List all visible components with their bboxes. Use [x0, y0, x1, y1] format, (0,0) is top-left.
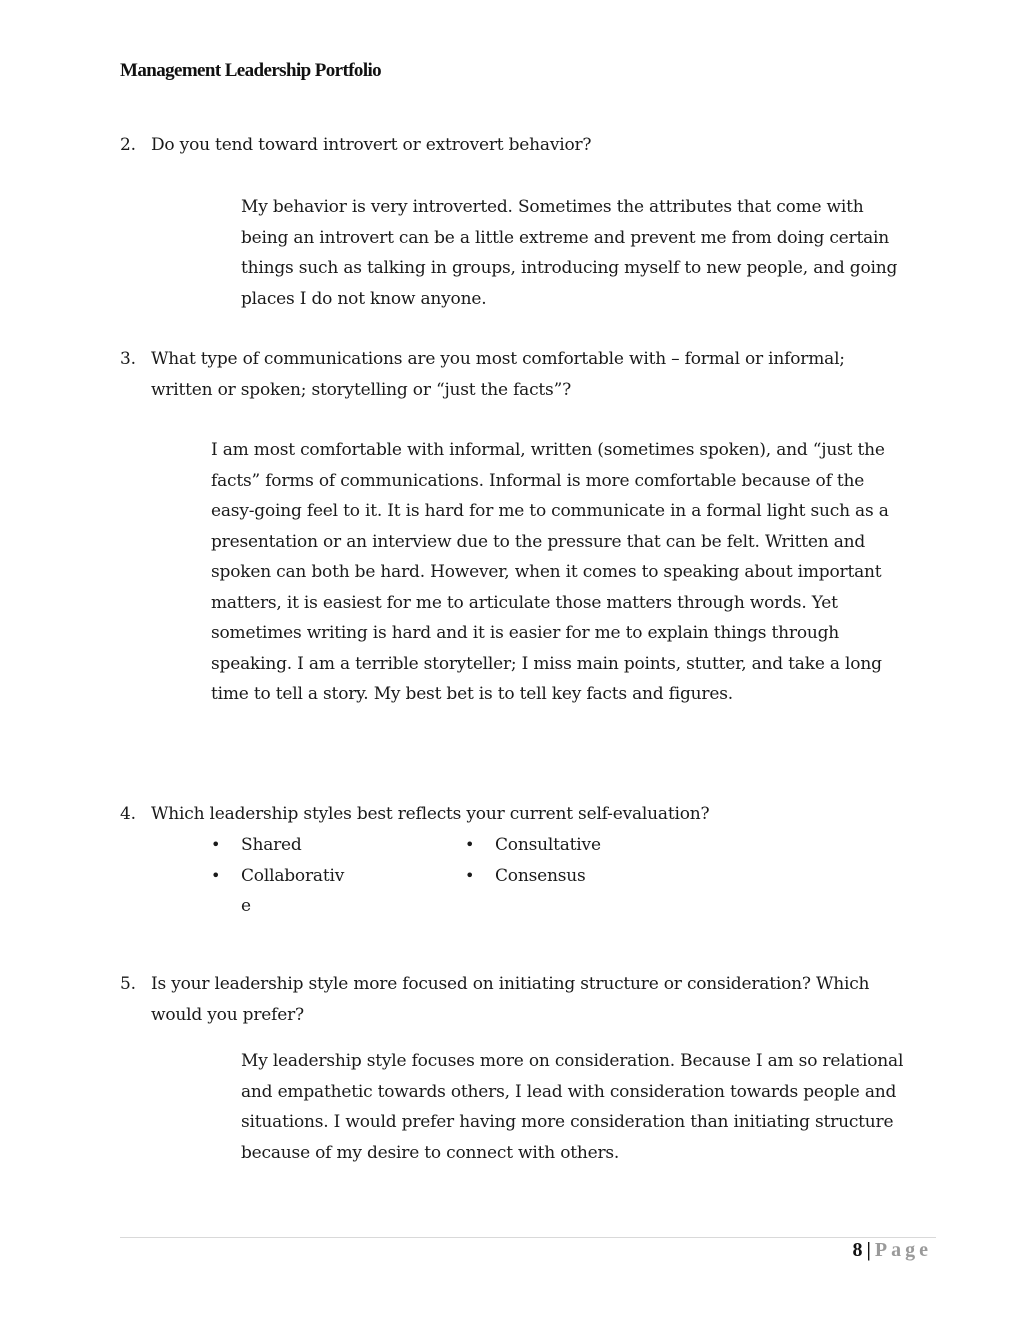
page-number: 8 [852, 1239, 863, 1261]
question-text: Is your leadership style more focused on initiating structure or consideration? Which would you prefer? [151, 974, 870, 1025]
answer-line: spoken can both be hard. However, when it comes to speaking about important [211, 562, 882, 582]
question-text: Which leadership styles best reflects your current self-evaluation? [151, 804, 710, 824]
question-number: 5. [120, 974, 136, 994]
answer-line: because of my desire to connect with others. [241, 1142, 620, 1163]
answer-line: situations. I would prefer having more consideration than initiating structure [241, 1112, 894, 1132]
question-text: What type of communications are you most comfortable with – formal or informal; written or spoken; storytelling or “just the facts”? [151, 349, 845, 400]
footer-separator: | [866, 1239, 871, 1261]
answer-line: I am most comfortable with informal, written (sometimes spoken), and “just the [211, 440, 885, 460]
answer-line: facts” forms of communications. Informal is more comfortable because of the [211, 470, 865, 491]
answer-line: speaking. I am a terrible storyteller; I miss main points, stutter, and take a long [211, 653, 882, 674]
answer-line: places I do not know anyone. [241, 288, 487, 309]
answer-line: presentation or an interview due to the pressure that can be felt. Written and [211, 531, 866, 552]
question-number: 2. [120, 135, 136, 155]
question-text: Do you tend toward introvert or extrovert behavior? [151, 135, 592, 155]
answer-line: easy-going feel to it. It is hard for me to communicate in a formal light such as a [211, 501, 889, 521]
answer-3 [211, 435, 889, 710]
list-item: • Consensus [465, 861, 607, 892]
leadership-styles-list-right [465, 830, 607, 891]
list-item: • Consultative [465, 830, 607, 861]
leadership-styles-list-left [211, 830, 353, 922]
answer-line: sometimes writing is hard and it is easier for me to explain things through [211, 623, 840, 643]
answer-2 [241, 192, 897, 314]
footer-divider [120, 1237, 936, 1238]
answer-line: My behavior is very introverted. Sometimes the attributes that come with [241, 197, 864, 217]
question-number: 3. [120, 349, 136, 369]
page-footer [853, 1239, 933, 1262]
page-label: Page [874, 1239, 932, 1261]
answer-line: time to tell a story. My best bet is to tell key facts and figures. [211, 684, 733, 704]
list-item: • Shared [211, 830, 353, 861]
answer-5 [241, 1046, 903, 1168]
question-2 [120, 130, 920, 161]
answer-line: My leadership style focuses more on consideration. Because I am so relational [241, 1051, 904, 1071]
question-3 [120, 344, 900, 405]
question-number: 4. [120, 804, 136, 824]
list-item: • Collaborative [211, 861, 353, 922]
question-5 [120, 969, 910, 1030]
answer-line: things such as talking in groups, introducing myself to new people, and going [241, 258, 898, 278]
answer-line: being an introvert can be a little extreme and prevent me from doing certain [241, 227, 889, 248]
question-4 [120, 799, 920, 830]
answer-line: and empathetic towards others, I lead with consideration towards people and [241, 1081, 897, 1102]
answer-line: matters, it is easiest for me to articulate those matters through words. Yet [211, 592, 838, 613]
page-header-title: Management Leadership Portfolio [120, 60, 382, 81]
